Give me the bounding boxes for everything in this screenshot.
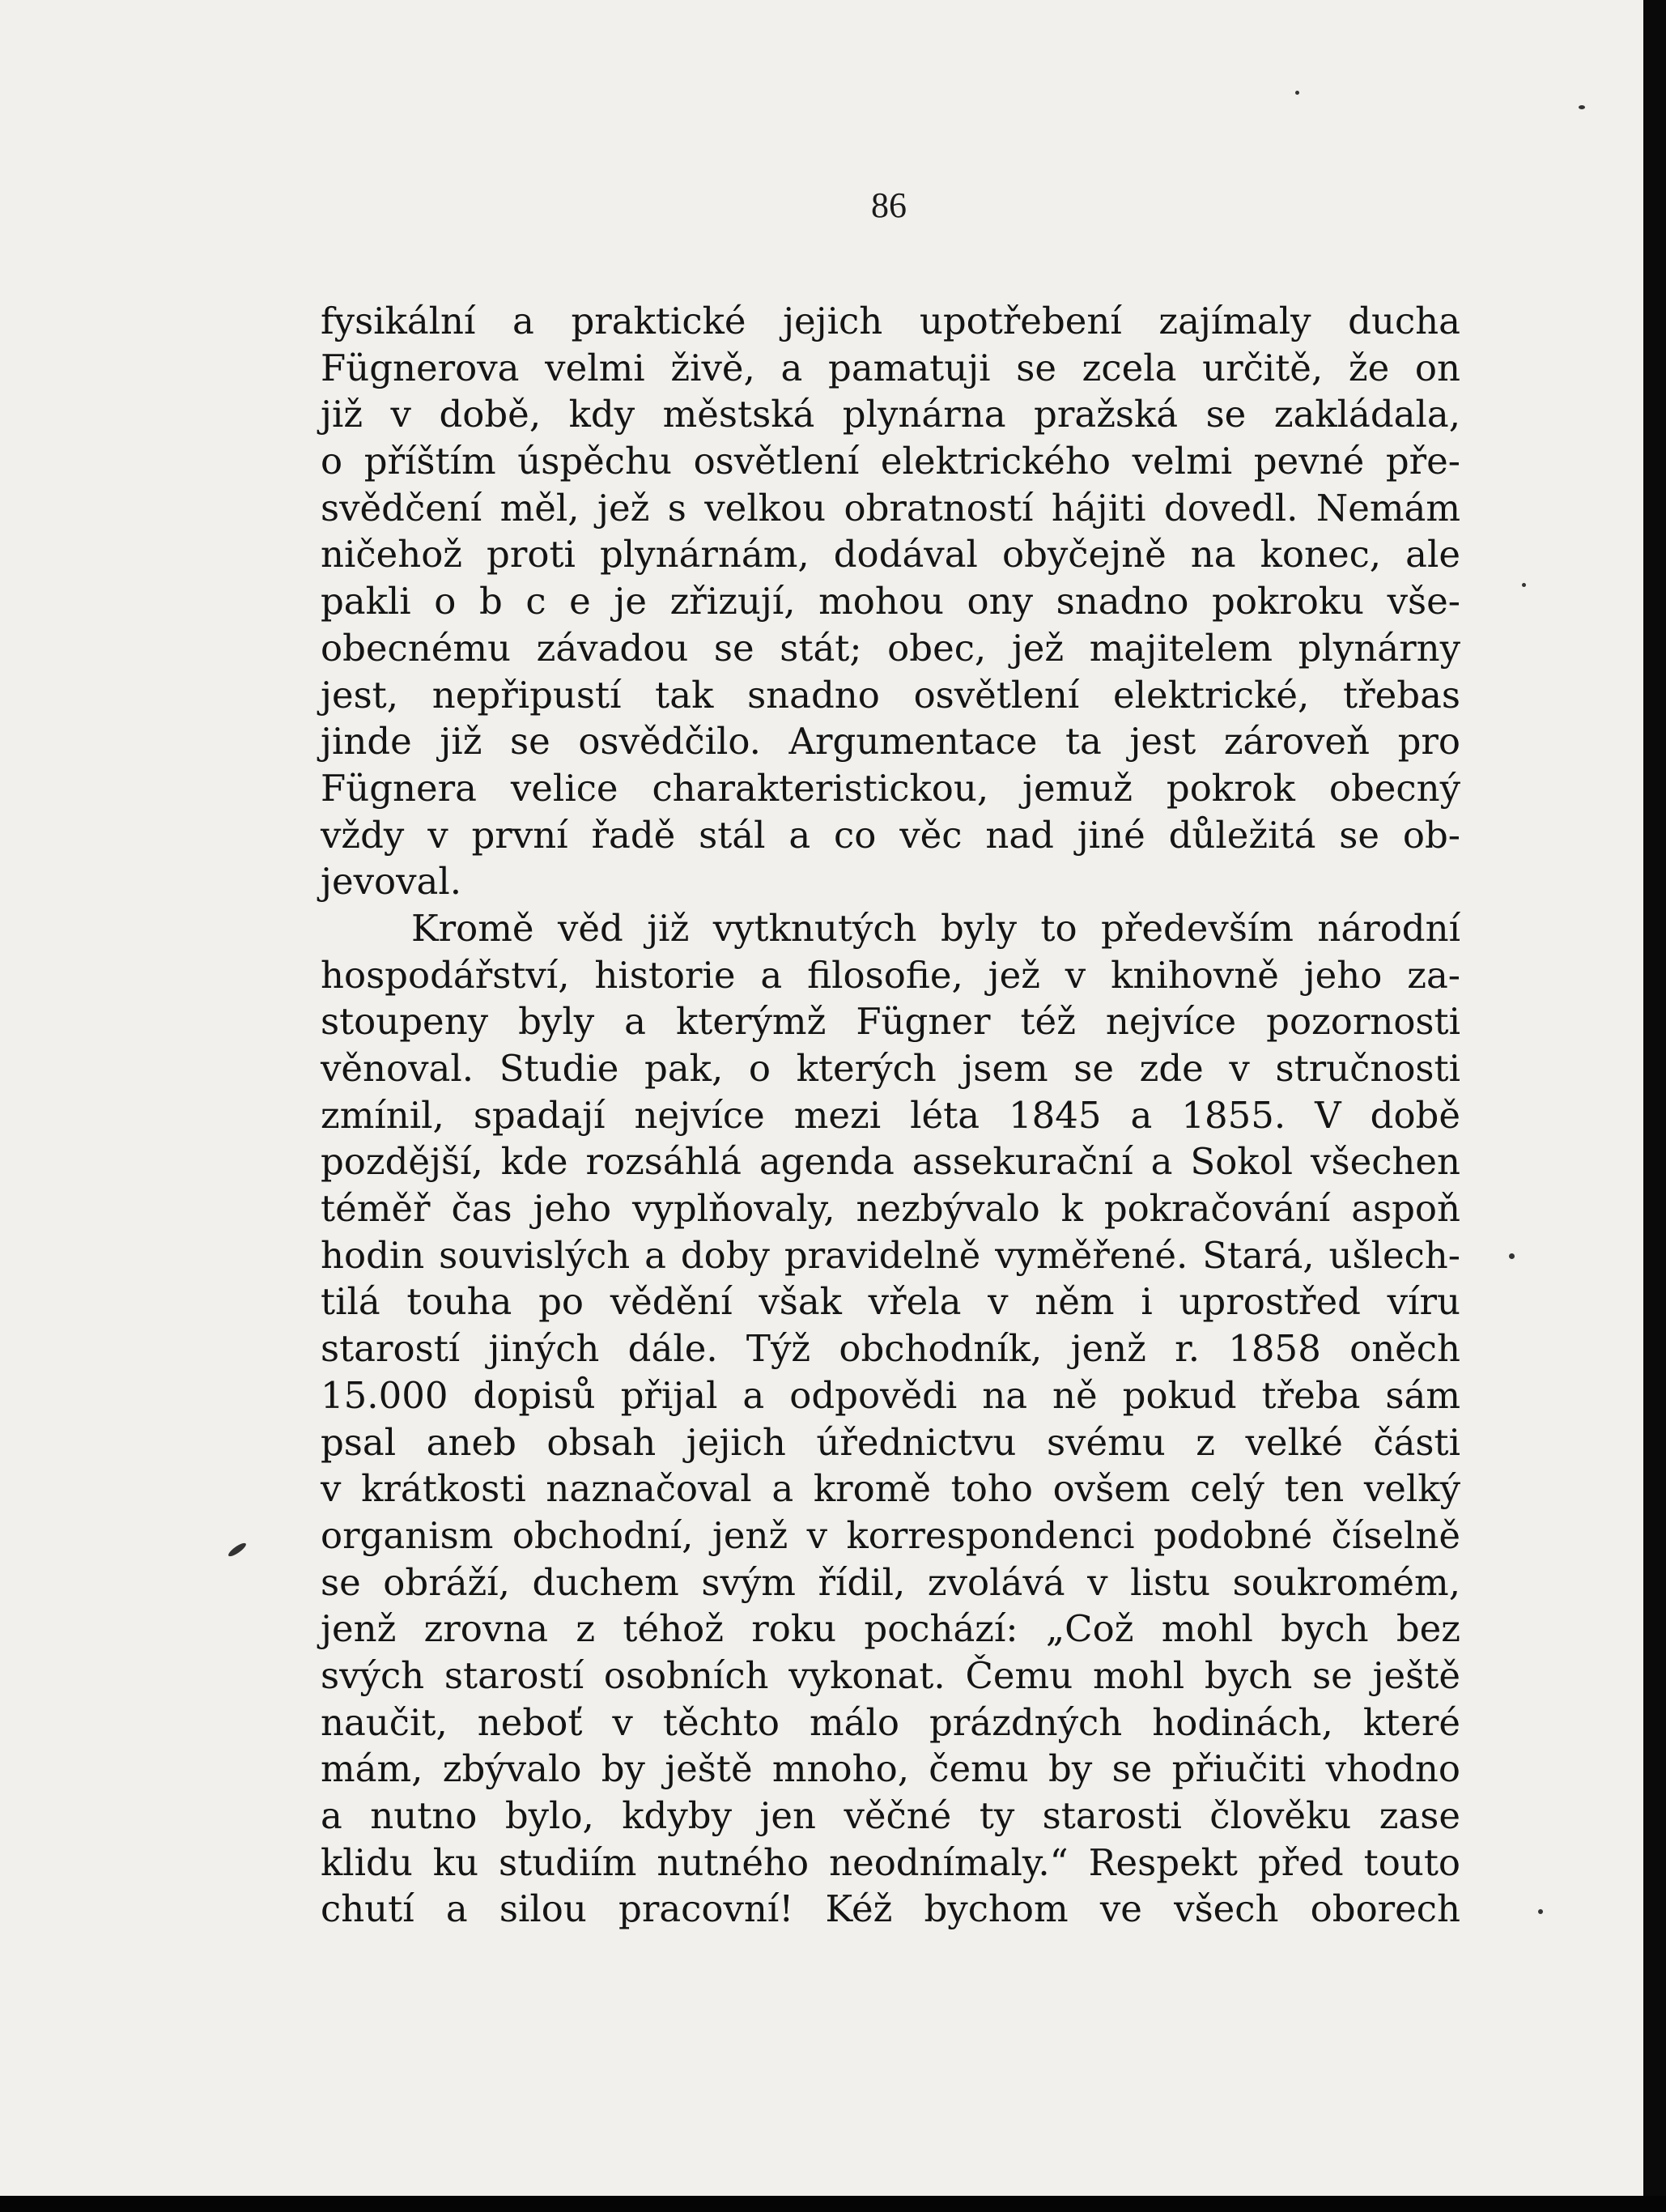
text-line: starostí jiných dále. Týž obchodník, jenž r. 1858 oněch <box>321 1327 1460 1371</box>
text-line: a nutno bylo, kdyby jen věčné ty starosti člověku zase <box>321 1794 1460 1837</box>
scan-speck <box>1522 583 1526 587</box>
scan-edge-right <box>1643 0 1666 2212</box>
text-line: jest, nepřipustí tak snadno osvětlení elektrické, třebas <box>321 673 1460 717</box>
text-line: chutí a silou pracovní! Kéž bychom ve všech oborech <box>321 1887 1460 1931</box>
text-line: vždy v první řadě stál a co věc nad jiné důležitá se ob- <box>321 813 1460 857</box>
text-line: Fügnerova velmi živě, a pamatuji se zcela určitě, že on <box>321 346 1460 389</box>
text-line: jenž zrovna z téhož roku pochází: „Což mohl bych bez <box>321 1607 1460 1651</box>
text-line: fysikální a praktické jejich upotřebení zajímaly ducha <box>321 300 1460 342</box>
scan-edge-bottom <box>0 2196 1666 2212</box>
text-line: klidu ku studiím nutného neodnímaly.“ Respekt před touto <box>321 1840 1460 1884</box>
text-line: tilá touha po vědění však vřela v něm i uprostřed víru <box>321 1280 1460 1324</box>
text-line: 15.000 dopisů přijal a odpovědi na ně pokud třeba sám <box>321 1373 1460 1417</box>
text-line: zmínil, spadají nejvíce mezi léta 1845 a 1855. V době <box>321 1093 1460 1137</box>
scan-speck <box>1509 1253 1515 1259</box>
scan-speck <box>1579 105 1585 109</box>
text-line: v krátkosti naznačoval a kromě toho ovšem celý ten velký <box>321 1467 1460 1511</box>
page-number: 86 <box>871 185 907 225</box>
text-line: ničehož proti plynárnám, dodával obyčejně na konec, ale <box>321 533 1460 576</box>
text-line: pozdější, kde rozsáhlá agenda assekurační a Sokol všechen <box>321 1140 1460 1184</box>
text-line: mám, zbývalo by ještě mnoho, čemu by se přiučiti vhodno <box>321 1747 1460 1791</box>
text-line: o příštím úspěchu osvětlení elektrického velmi pevné pře- <box>321 440 1460 483</box>
text-line: jinde již se osvědčilo. Argumentace ta jest zároveň pro <box>321 720 1460 764</box>
scan-speck <box>1295 91 1299 95</box>
text-line: obecnému závadou se stát; obec, jež majitelem plynárny <box>321 626 1460 670</box>
text-line: pakli o b c e je zřizují, mohou ony snadno pokroku vše- <box>321 580 1460 623</box>
text-line: stoupeny byly a kterýmž Fügner též nejvíce pozornosti <box>321 1000 1460 1044</box>
text-line: hodin souvislých a doby pravidelně vyměřené. Stará, ušlech- <box>321 1233 1460 1277</box>
text-line: věnoval. Studie pak, o kterých jsem se zde v stručnosti <box>321 1047 1460 1090</box>
scan-speck <box>227 1541 248 1558</box>
text-line: hospodářství, historie a filosofie, jež v knihovně jeho za- <box>321 953 1460 997</box>
text-line: svědčení měl, jež s velkou obratností hájiti dovedl. Nemám <box>321 486 1460 530</box>
text-line: naučit, neboť v těchto málo prázdných hodinách, které <box>321 1700 1460 1744</box>
text-line: již v době, kdy městská plynárna pražská se zakládala, <box>321 393 1460 436</box>
text-line: Fügnera velice charakteristickou, jemuž pokrok obecný <box>321 766 1460 810</box>
text-line: organism obchodní, jenž v korrespondenci podobné číselně <box>321 1513 1460 1557</box>
text-line: Kromě věd již vytknutých byly to především národní <box>411 906 1460 950</box>
scan-speck <box>1538 1909 1543 1914</box>
text-line: psal aneb obsah jejich úřednictvu svému z velké části <box>321 1420 1460 1464</box>
text-line: svých starostí osobních vykonat. Čemu mohl bych se ještě <box>321 1653 1460 1697</box>
text-line: jevoval. <box>321 860 462 904</box>
text-line: se obráží, duchem svým řídil, zvolává v listu soukromém, <box>321 1560 1460 1604</box>
text-line: téměř čas jeho vyplňovaly, nezbývalo k pokračování aspoň <box>321 1187 1460 1231</box>
body-text <box>321 298 1460 1933</box>
